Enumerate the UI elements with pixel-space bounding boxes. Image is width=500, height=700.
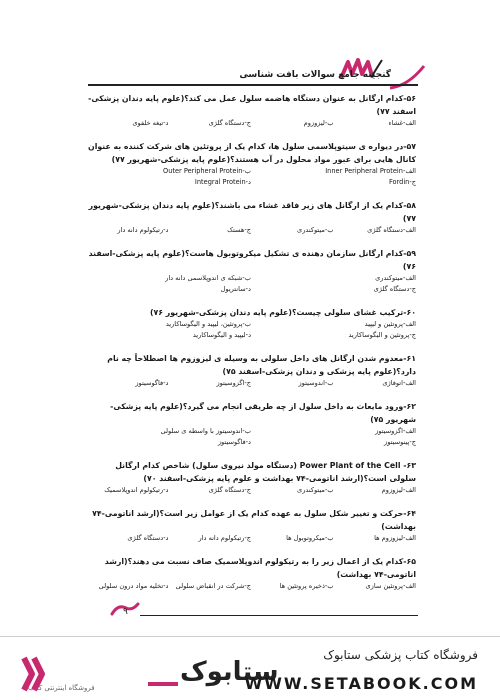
option: د-سانتریول xyxy=(220,285,251,293)
options xyxy=(86,426,416,448)
option: د-لیپید و الیگوساکارید xyxy=(192,331,251,339)
option: الف-لیزوزوم xyxy=(381,486,416,494)
question-text: ۶۲-ورود مایعات به داخل سلول از چه طریقی انجام می گیرد؟(علوم پایه پزشکی-شهریور ۷۵) xyxy=(110,402,416,424)
option: ج-دستگاه گلژی xyxy=(208,486,251,494)
option: ج-پروتئین و الیگوساکارید xyxy=(348,331,416,339)
option: ب-اندوسیتوز با واسطه ی سلولی xyxy=(160,427,251,435)
option: الف-اتوفاژی xyxy=(382,379,416,387)
options xyxy=(86,118,416,129)
option: ب-اندوسیتوز xyxy=(298,379,334,387)
options xyxy=(86,225,416,236)
page-number-badge xyxy=(110,602,140,616)
option: ج-شرکت در انقباض سلولی xyxy=(175,582,251,590)
question-text: ۵۷-در دیواره ی سیتوپلاسمی سلول ها، کدام یک از پروتئین های شرکت کننده به عنوان کانال هایی برای عبور مواد محلول در آب هستند؟(علوم پایه پزشکی-شهریور ۷۷) xyxy=(88,142,416,164)
option: ب-Outer Peripheral Protein xyxy=(163,167,251,175)
options xyxy=(86,533,416,544)
option: الف-پروتئین و لیپید xyxy=(364,320,416,328)
option: ب-میتوکندری xyxy=(297,226,334,234)
question-text: ۶۵-کدام یک از اعمال زیر را به رتیکولوم اندوپلاسمیک صاف نسبت می دهند؟(ارشد اناتومی-۷۴ بهداشت) xyxy=(104,557,416,579)
question-62 xyxy=(86,400,416,448)
header-swoosh-icon xyxy=(388,64,428,90)
option: الف-دستگاه گلژی xyxy=(367,226,416,234)
question-text: ۵۹-کدام ارگانل سازمان دهنده ی تشکیل میکروتوبول هاست؟(علوم پایه پزشکی-اسفند ۷۶) xyxy=(88,249,416,271)
options xyxy=(86,485,416,496)
option: ج-رتیکولوم دانه دار xyxy=(198,534,251,542)
option: ب-پروتئین، لیپید و الیگوساکارید xyxy=(165,320,251,328)
question-60 xyxy=(86,306,416,341)
footer-divider xyxy=(140,615,418,616)
question-63 xyxy=(86,459,416,496)
question-text: ۶۴-حرکت و تغییر شکل سلول به عهده کدام یک از عوامل زیر است؟(ارشد اناتومی-۷۴ بهداشت) xyxy=(92,509,416,531)
option: الف-لیزوزوم ها xyxy=(374,534,416,542)
page-header-title: گنجینه جامع سوالات بافت شناسی xyxy=(239,70,391,80)
logo-subtitle: فروشگاه اینترنتی کتاب xyxy=(28,684,95,692)
logo-text: ستابوک xyxy=(180,657,279,687)
options xyxy=(86,273,416,295)
question-59 xyxy=(86,247,416,295)
option: ج-اگزوسیتوز xyxy=(216,379,251,387)
option: د-دستگاه گلژی xyxy=(127,534,169,542)
ad-divider xyxy=(0,636,500,637)
header-divider xyxy=(88,84,418,86)
option: د-Integral Protein xyxy=(194,178,251,186)
page-number: ۹ xyxy=(123,607,128,617)
option: د-فاگوسیتوز xyxy=(135,379,169,387)
option: د-فاگوسیتوز xyxy=(217,438,251,446)
question-64 xyxy=(86,507,416,544)
option: الف-Inner Peripheral Protein xyxy=(325,167,416,175)
option: ج-دستگاه گلژی xyxy=(208,119,251,127)
option: الف-اگزوسیتوز xyxy=(375,427,416,435)
question-text: ۶۳- Power Plant of the Cell (دستگاه مولد نیروی سلول) شاخص کدام ارگانل سلولی است؟(ارشد اناتومی-۷۴ بهداشت و علوم پایه پزشکی-اسفند ۷۰) xyxy=(115,461,416,483)
question-58 xyxy=(86,199,416,236)
options xyxy=(86,581,416,592)
option: ب-لیزوزوم xyxy=(303,119,334,127)
options xyxy=(86,319,416,341)
option: ب-شبکه ی اندوپلاسمی دانه دار xyxy=(165,274,251,282)
option: د-رتیکولوم دانه دار xyxy=(117,226,169,234)
question-text: ۶۰-ترکیب غشای سلولی چیست؟(علوم پایه دندان پزشکی-شهریور ۷۶) xyxy=(149,308,416,317)
question-text: ۶۱-معدوم شدن ارگانل های داخل سلولی به وسیله ی لیزوزوم ها اصطلاحاً چه نام دارد؟(علوم پایه پزشکی و دندان پزشکی-اسفند ۷۵) xyxy=(107,354,416,376)
store-url-link[interactable]: WWW.SETABOOK.COM xyxy=(244,674,478,693)
option: ج-پینوسیتوز xyxy=(384,438,416,446)
question-56 xyxy=(86,92,416,129)
option: د-تخلیه مواد درون سلولی xyxy=(98,582,169,590)
option: ب-ذخیره پروتئین ها xyxy=(279,582,334,590)
option: ج-هستک xyxy=(227,226,251,234)
option: ب-میکروتوبول ها xyxy=(286,534,334,542)
question-text: ۵۸-کدام یک از ارگانل های زیر فاقد غشاء می باشند؟(علوم پایه دندان پزشکی-شهریور ۷۷) xyxy=(88,201,416,223)
question-text: ۵۶-کدام ارگانل به عنوان دستگاه هاضمه سلول عمل می کند؟(علوم پایه دندان پزشکی-اسفند ۷۷) xyxy=(88,94,416,116)
question-57 xyxy=(86,140,416,188)
option: الف-پروتئین سازی xyxy=(365,582,416,590)
option: الف-غشاء xyxy=(388,119,416,127)
question-65 xyxy=(86,555,416,592)
questions-list xyxy=(86,92,416,595)
options xyxy=(86,166,416,188)
store-title: فروشگاه کتاب پزشکی ستابوک xyxy=(323,648,478,662)
option: ب-میتوکندری xyxy=(297,486,334,494)
option: د-رتیکولوم اندوپلاسمیک xyxy=(104,486,169,494)
option: د-تیغه خلفوی xyxy=(132,119,169,127)
question-61 xyxy=(86,352,416,389)
option: الف-میتوکندری xyxy=(375,274,416,282)
option: ج-Fordin xyxy=(388,178,416,186)
options xyxy=(86,378,416,389)
option: ج-دستگاه گلژی xyxy=(373,285,416,293)
